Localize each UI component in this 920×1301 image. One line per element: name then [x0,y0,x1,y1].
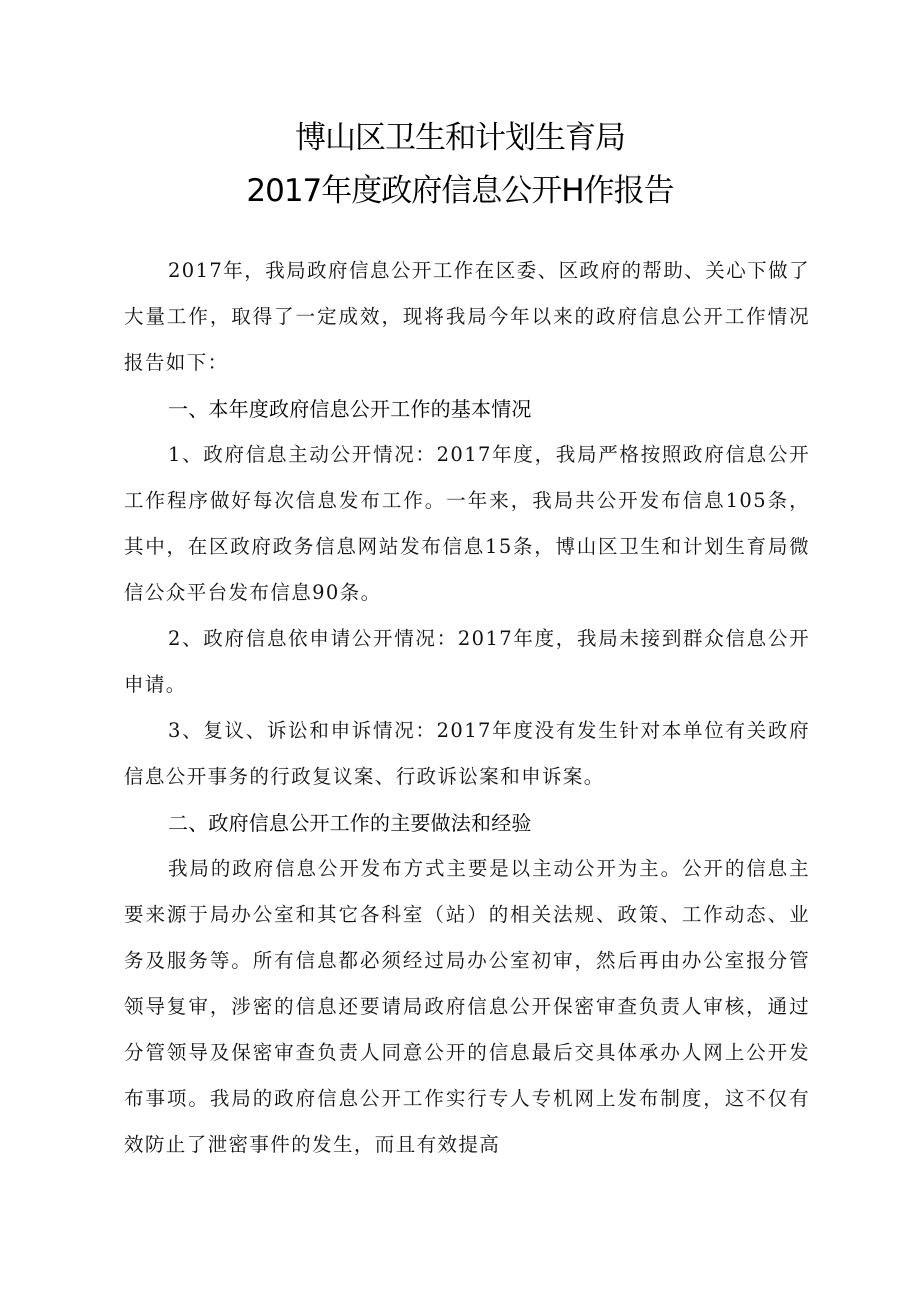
intro-paragraph: 2017年，我局政府信息公开工作在区委、区政府的帮助、关心下做了大量工作，取得了一定成效，现将我局今年以来的政府信息公开工作情况报告如下： [124,259,810,374]
section-2-paragraph-1: 我局的政府信息公开发布方式主要是以主动公开为主。公开的信息主要来源于局办公室和其它各科室（站）的相关法规、政策、工作动态、业务及服务等。所有信息都必须经过局办公室初审，然后再由办公室报分管领导复审，涉密的信息还要请局政府信息公开保密审查负责人审核，通过分管领导及保密审查负责人同意公开的信息最后交具体承办人网上公开发布事项。我局的政府信息公开工作实行专人专机网上发布制度，这不仅有效防止了泄密事件的发生，而且有效提高 [124,857,810,1156]
document-title-line-1: 博山区卫生和计划生育局 [295,120,625,156]
section-1-item-3: 3、复议、诉讼和申诉情况：2017年度没有发生针对本单位有关政府信息公开事务的行政复议案、行政诉讼案和申诉案。 [124,719,810,788]
report-body [124,248,810,1168]
section-2-heading: 二、政府信息公开工作的主要做法和经验 [168,811,532,835]
document-title-line-2: 2017年度政府信息公开H作报告 [246,173,674,209]
section-1-item-2: 2、政府信息依申请公开情况：2017年度，我局未接到群众信息公开申请。 [124,627,810,696]
section-1-heading: 一、本年度政府信息公开工作的基本情况 [168,397,532,421]
section-1-item-1: 1、政府信息主动公开情况：2017年度，我局严格按照政府信息公开工作程序做好每次信息发布工作。一年来，我局共公开发布信息105条，其中，在区政府政务信息网站发布信息15条，博山区卫生和计划生育局微信公众平台发布信息90条。 [124,443,810,604]
